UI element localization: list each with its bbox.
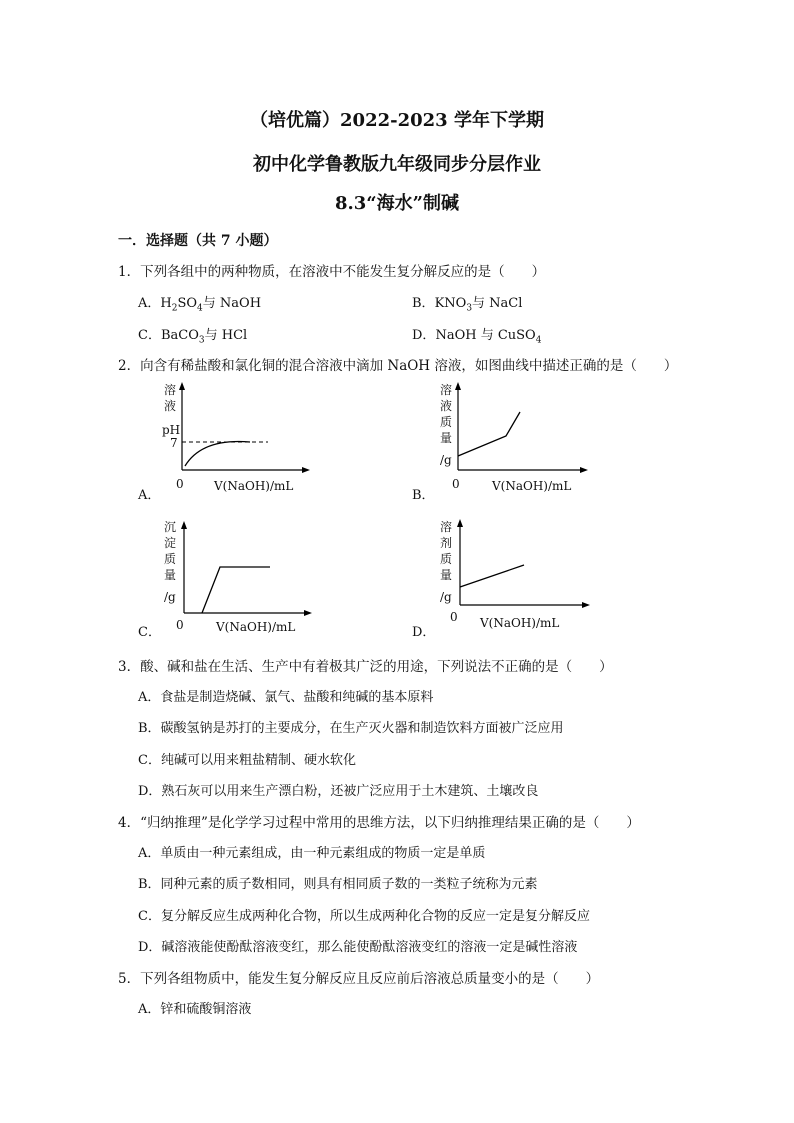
graph-c-ylabel-4: 量	[164, 568, 177, 582]
graph-d-y-arrow	[457, 519, 463, 527]
question-1-option-c: C．BaCO$_3$与 HCl	[138, 328, 248, 346]
graph-a-x-arrow	[302, 467, 310, 473]
question-4-stem: 4．“归纳推理”是化学学习过程中常用的思维方法，以下归纳推理结果正确的是（ ）	[118, 815, 640, 831]
graph-b-y-arrow	[455, 382, 461, 390]
graph-a-y-arrow	[179, 382, 185, 390]
document-title-line-3: 8.3“海水”制碱	[334, 193, 460, 214]
graph-d	[430, 515, 600, 635]
document-title-line-1: （培优篇）2022-2023 学年下学期	[250, 110, 544, 131]
graph-b-curve	[458, 412, 520, 456]
question-4-option-a: A．单质由一种元素组成，由一种元素组成的物质一定是单质	[138, 846, 486, 861]
question-1-stem: 1．下列各组中的两种物质，在溶液中不能发生复分解反应的是（ ）	[118, 264, 546, 280]
graph-d-ylabel-2: 剂	[440, 536, 453, 550]
question-5-option-a: A．锌和硫酸铜溶液	[138, 1002, 252, 1017]
question-3-option-c: C．纯碱可以用来粗盐精制、硬水软化	[138, 753, 356, 768]
graph-b-origin: 0	[452, 477, 460, 491]
graph-b	[430, 378, 600, 498]
graph-c-origin: 0	[176, 618, 184, 632]
graph-d-xlabel: V(NaOH)/mL	[480, 616, 560, 630]
question-1-option-a: A．$H_2SO_4$与 NaOH	[138, 296, 262, 314]
graph-c-ylabel-5: /g	[164, 590, 176, 604]
graph-b-label: B．	[412, 488, 435, 503]
graph-b-x-arrow	[580, 467, 588, 473]
graph-b-ylabel-3: 质	[440, 415, 453, 429]
graph-a-origin: 0	[176, 477, 184, 491]
graph-c-y-arrow	[181, 521, 187, 529]
graph-d-ylabel-4: 量	[440, 568, 453, 582]
graph-b-ylabel-1: 溶	[440, 383, 453, 397]
question-1-option-b: B．$KNO_3$与 NaCl	[412, 296, 523, 314]
question-1-option-d: D．NaOH 与 CuSO$_4$	[412, 328, 542, 346]
question-5-stem: 5．下列各组物质中，能发生复分解反应且反应前后溶液总质量变小的是（ ）	[118, 971, 600, 987]
graph-a-ylabel-2: 液	[164, 399, 177, 413]
graph-b-ylabel-5: /g	[440, 453, 452, 467]
graph-a-label: A．	[138, 488, 161, 503]
graph-c-ylabel-1: 沉	[164, 520, 177, 534]
document-title-line-2: 初中化学鲁教版九年级同步分层作业	[253, 154, 541, 175]
graph-a-curve	[185, 442, 250, 467]
graph-c-ylabel-3: 质	[164, 552, 177, 566]
graph-b-ylabel-2: 液	[440, 399, 453, 413]
graph-d-label: D．	[412, 625, 436, 640]
graph-d-origin: 0	[450, 610, 458, 624]
graph-a	[150, 378, 320, 498]
graph-b-xlabel: V(NaOH)/mL	[492, 479, 572, 493]
graph-c-x-arrow	[304, 610, 312, 616]
question-3-stem: 3．酸、碱和盐在生活、生产中有着极其广泛的用途，下列说法不正确的是（ ）	[118, 659, 613, 675]
graph-c	[150, 515, 320, 635]
graph-d-ylabel-5: /g	[440, 590, 452, 604]
graph-a-tick-7: 7	[170, 436, 178, 450]
graph-d-x-arrow	[582, 602, 590, 608]
graph-c-label: C．	[138, 625, 161, 640]
question-4-option-c: C．复分解反应生成两种化合物，所以生成两种化合物的反应一定是复分解反应	[138, 909, 590, 924]
section-heading: 一．选择题（共 7 小题）	[118, 233, 278, 249]
graph-d-ylabel-3: 质	[440, 552, 453, 566]
graph-a-xlabel: V(NaOH)/mL	[214, 479, 294, 493]
graph-b-ylabel-4: 量	[440, 431, 453, 445]
graph-a-ylabel-1: 溶	[164, 383, 177, 397]
question-3-option-d: D．熟石灰可以用来生产漂白粉，还被广泛应用于土木建筑、土壤改良	[138, 784, 539, 799]
graph-c-xlabel: V(NaOH)/mL	[216, 620, 296, 634]
graph-d-curve	[460, 565, 524, 587]
graph-c-ylabel-2: 淀	[164, 536, 177, 550]
graph-d-ylabel-1: 溶	[440, 520, 453, 534]
graph-a-ylabel-3: pH	[162, 423, 181, 437]
graph-c-curve	[202, 567, 270, 613]
question-4-option-d: D．碱溶液能使酚酞溶液变红，那么能使酚酞溶液变红的溶液一定是碱性溶液	[138, 940, 578, 955]
question-4-option-b: B．同种元素的质子数相同，则具有相同质子数的一类粒子统称为元素	[138, 877, 538, 892]
question-3-option-b: B．碳酸氢钠是苏打的主要成分，在生产灭火器和制造饮料方面被广泛应用	[138, 721, 564, 736]
question-3-option-a: A．食盐是制造烧碱、氯气、盐酸和纯碱的基本原料	[138, 690, 434, 705]
question-2-stem: 2．向含有稀盐酸和氯化铜的混合溶液中滴加 NaOH 溶液，如图曲线中描述正确的是（ ）	[118, 358, 678, 374]
